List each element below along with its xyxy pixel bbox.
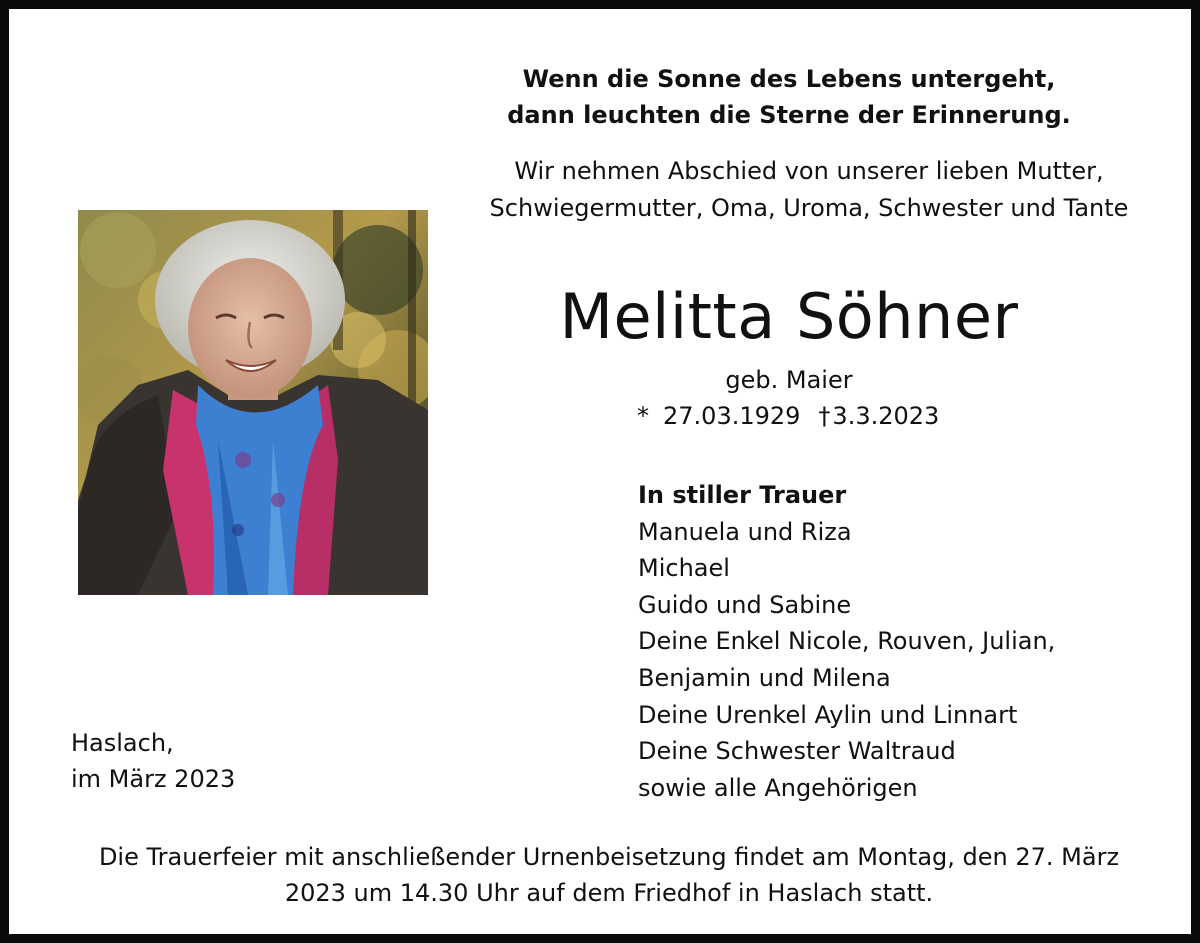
portrait-photo bbox=[78, 210, 428, 595]
mourners-heading: In stiller Trauer bbox=[638, 481, 847, 509]
intro-line-2: Schwiegermutter, Oma, Uroma, Schwester und Tante bbox=[489, 194, 1129, 222]
motto-line-1: Wenn die Sonne des Lebens untergeht, bbox=[522, 65, 1056, 93]
birth-name: geb. Maier bbox=[725, 366, 853, 394]
mourner-line: sowie alle Angehörigen bbox=[638, 773, 918, 802]
place-and-date bbox=[71, 725, 235, 797]
funeral-notice bbox=[49, 839, 1169, 911]
ceremony-line-1: Die Trauerfeier mit anschließender Urnenbeisetzung findet am Montag, den 27. März bbox=[98, 843, 1120, 871]
mourner-line: Guido und Sabine bbox=[638, 590, 852, 619]
death-cross-icon: † bbox=[818, 402, 831, 430]
mourner-line: Deine Schwester Waltraud bbox=[638, 737, 956, 766]
birth-date: 27.03.1929 bbox=[663, 402, 801, 430]
portrait-illustration bbox=[78, 210, 428, 595]
motto-line-2: dann leuchten die Sterne der Erinnerung. bbox=[507, 101, 1071, 129]
mourner-line: Deine Urenkel Aylin und Linnart bbox=[638, 700, 1018, 729]
mourners-list bbox=[638, 477, 1055, 806]
mourner-line: Michael bbox=[638, 554, 730, 583]
birth-star-icon: * bbox=[637, 402, 649, 430]
place-line-1: Haslach, bbox=[71, 729, 174, 757]
death-date: 3.3.2023 bbox=[832, 402, 940, 430]
mourner-line: Benjamin und Milena bbox=[638, 663, 891, 692]
deceased-name: Melitta Söhner bbox=[559, 280, 1019, 353]
motto-quote bbox=[479, 61, 1099, 133]
mourner-line: Deine Enkel Nicole, Rouven, Julian, bbox=[638, 627, 1056, 656]
ceremony-line-2: 2023 um 14.30 Uhr auf dem Friedhof in Haslach statt. bbox=[284, 879, 934, 907]
intro-line-1: Wir nehmen Abschied von unserer lieben Mutter, bbox=[514, 157, 1104, 185]
mourner-line: Manuela und Riza bbox=[638, 517, 852, 546]
farewell-intro bbox=[449, 153, 1169, 227]
place-line-2: im März 2023 bbox=[71, 765, 236, 793]
life-dates bbox=[637, 399, 939, 433]
